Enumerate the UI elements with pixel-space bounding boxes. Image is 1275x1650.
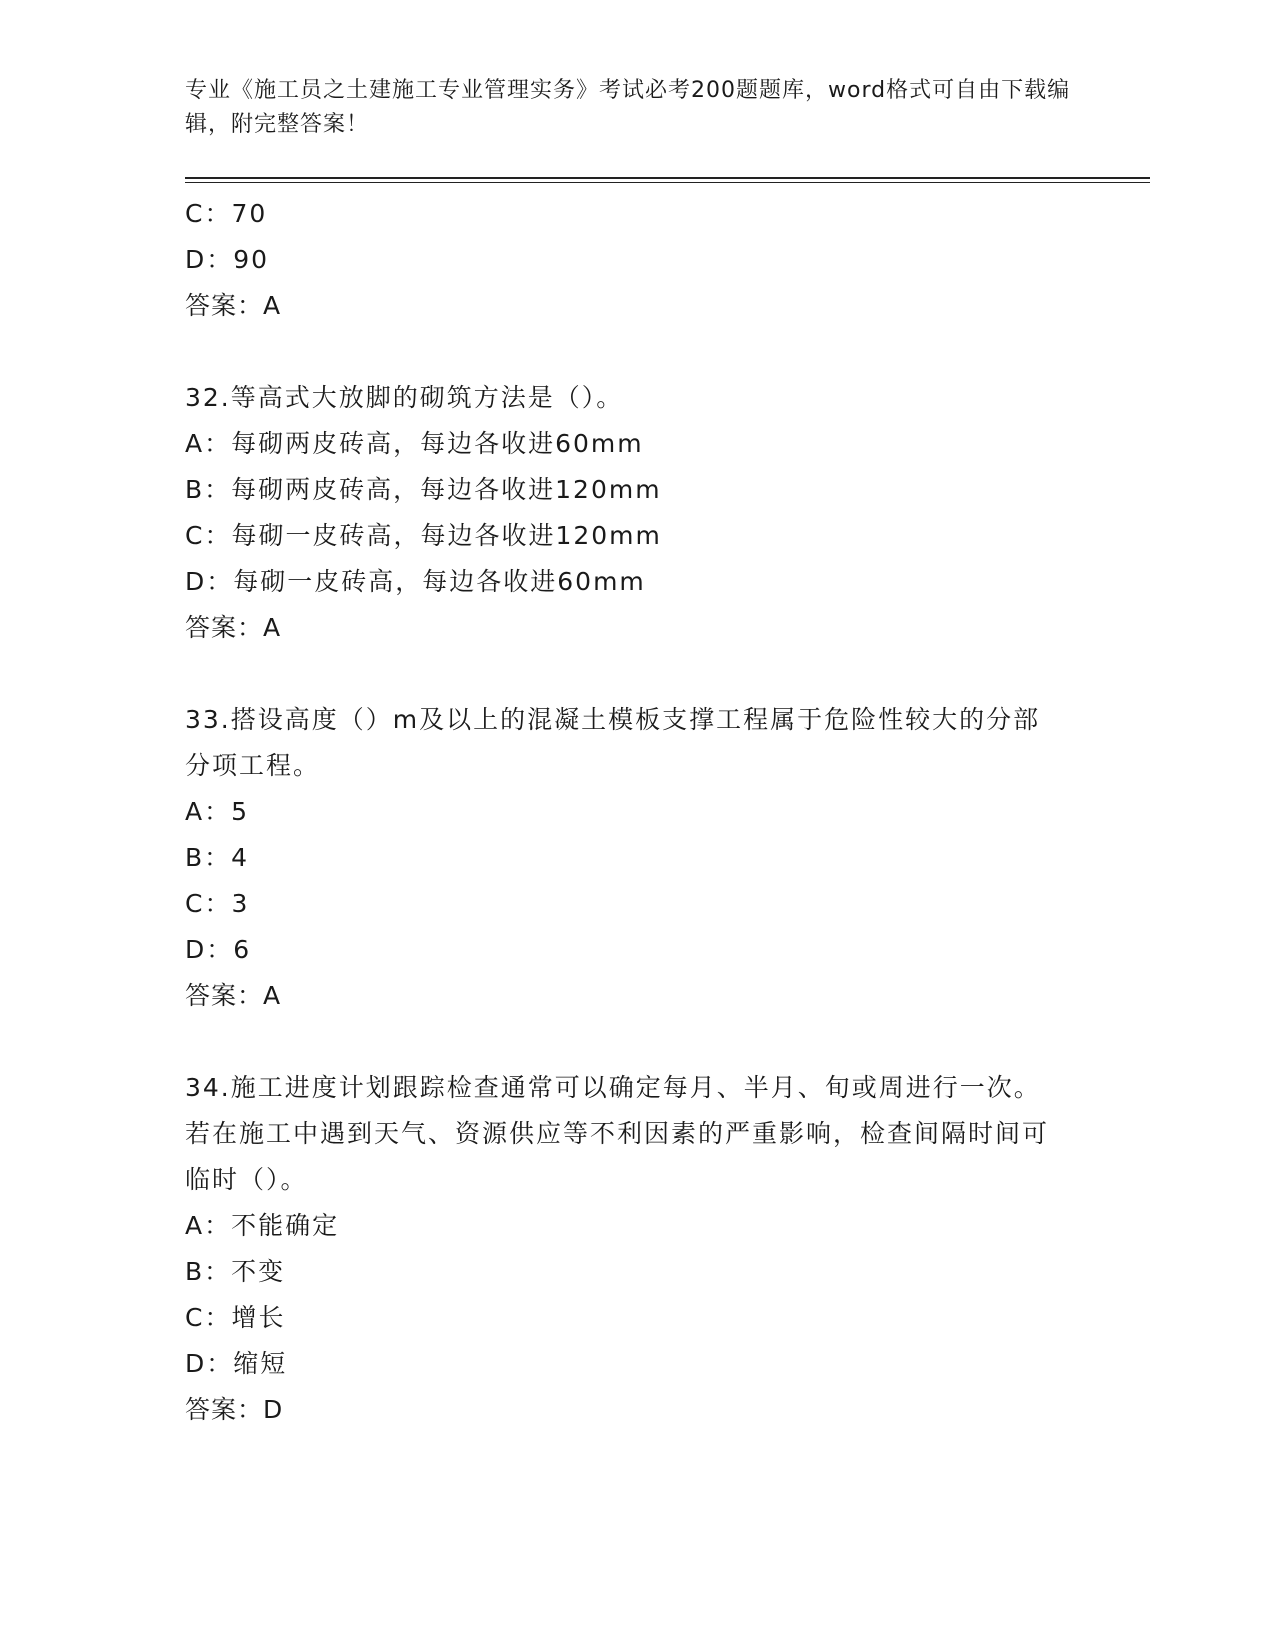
option-b: B：每砌两皮砖高，每边各收进120mm bbox=[185, 475, 662, 504]
option-d: D：缩短 bbox=[185, 1349, 288, 1378]
option-c: C：增长 bbox=[185, 1303, 286, 1332]
question-text: 34.施工进度计划跟踪检查通常可以确定每月、半月、旬或周进行一次。若在施工中遇到天气、资源供应等不利因素的严重影响，检查间隔时间可临时（）。 bbox=[185, 1073, 1050, 1194]
option-c: C：每砌一皮砖高，每边各收进120mm bbox=[185, 521, 662, 550]
option-d: D：6 bbox=[185, 935, 252, 964]
option-c: C：70 bbox=[185, 199, 268, 228]
spacer bbox=[185, 329, 1085, 375]
answer-line: 答案：D bbox=[185, 1395, 284, 1424]
header-rule-thick bbox=[185, 177, 1150, 179]
question-text: 33.搭设高度（）m及以上的混凝土模板支撑工程属于危险性较大的分部分项工程。 bbox=[185, 705, 1041, 780]
option-d: D：90 bbox=[185, 245, 270, 274]
page-header bbox=[185, 74, 1085, 142]
answer-line: 答案：A bbox=[185, 613, 282, 642]
question-32 bbox=[185, 375, 1085, 651]
option-d: D：每砌一皮砖高，每边各收进60mm bbox=[185, 567, 646, 596]
spacer bbox=[185, 651, 1085, 697]
answer-line: 答案：A bbox=[185, 981, 282, 1010]
question-content bbox=[185, 191, 1085, 1433]
question-text: 32.等高式大放脚的砌筑方法是（）。 bbox=[185, 383, 624, 412]
option-b: B：不变 bbox=[185, 1257, 286, 1286]
option-a: A：5 bbox=[185, 797, 250, 826]
option-c: C：3 bbox=[185, 889, 250, 918]
prev-question-block bbox=[185, 191, 1085, 329]
header-title: 专业《施工员之土建施工专业管理实务》考试必考200题题库，word格式可自由下载编辑，附完整答案！ bbox=[185, 78, 1071, 137]
option-a: A：每砌两皮砖高，每边各收进60mm bbox=[185, 429, 644, 458]
option-a: A：不能确定 bbox=[185, 1211, 340, 1240]
answer-line: 答案：A bbox=[185, 291, 282, 320]
question-33 bbox=[185, 697, 1085, 1019]
spacer bbox=[185, 1019, 1085, 1065]
option-b: B：4 bbox=[185, 843, 250, 872]
header-rule-thin bbox=[185, 182, 1150, 183]
question-34 bbox=[185, 1065, 1085, 1433]
